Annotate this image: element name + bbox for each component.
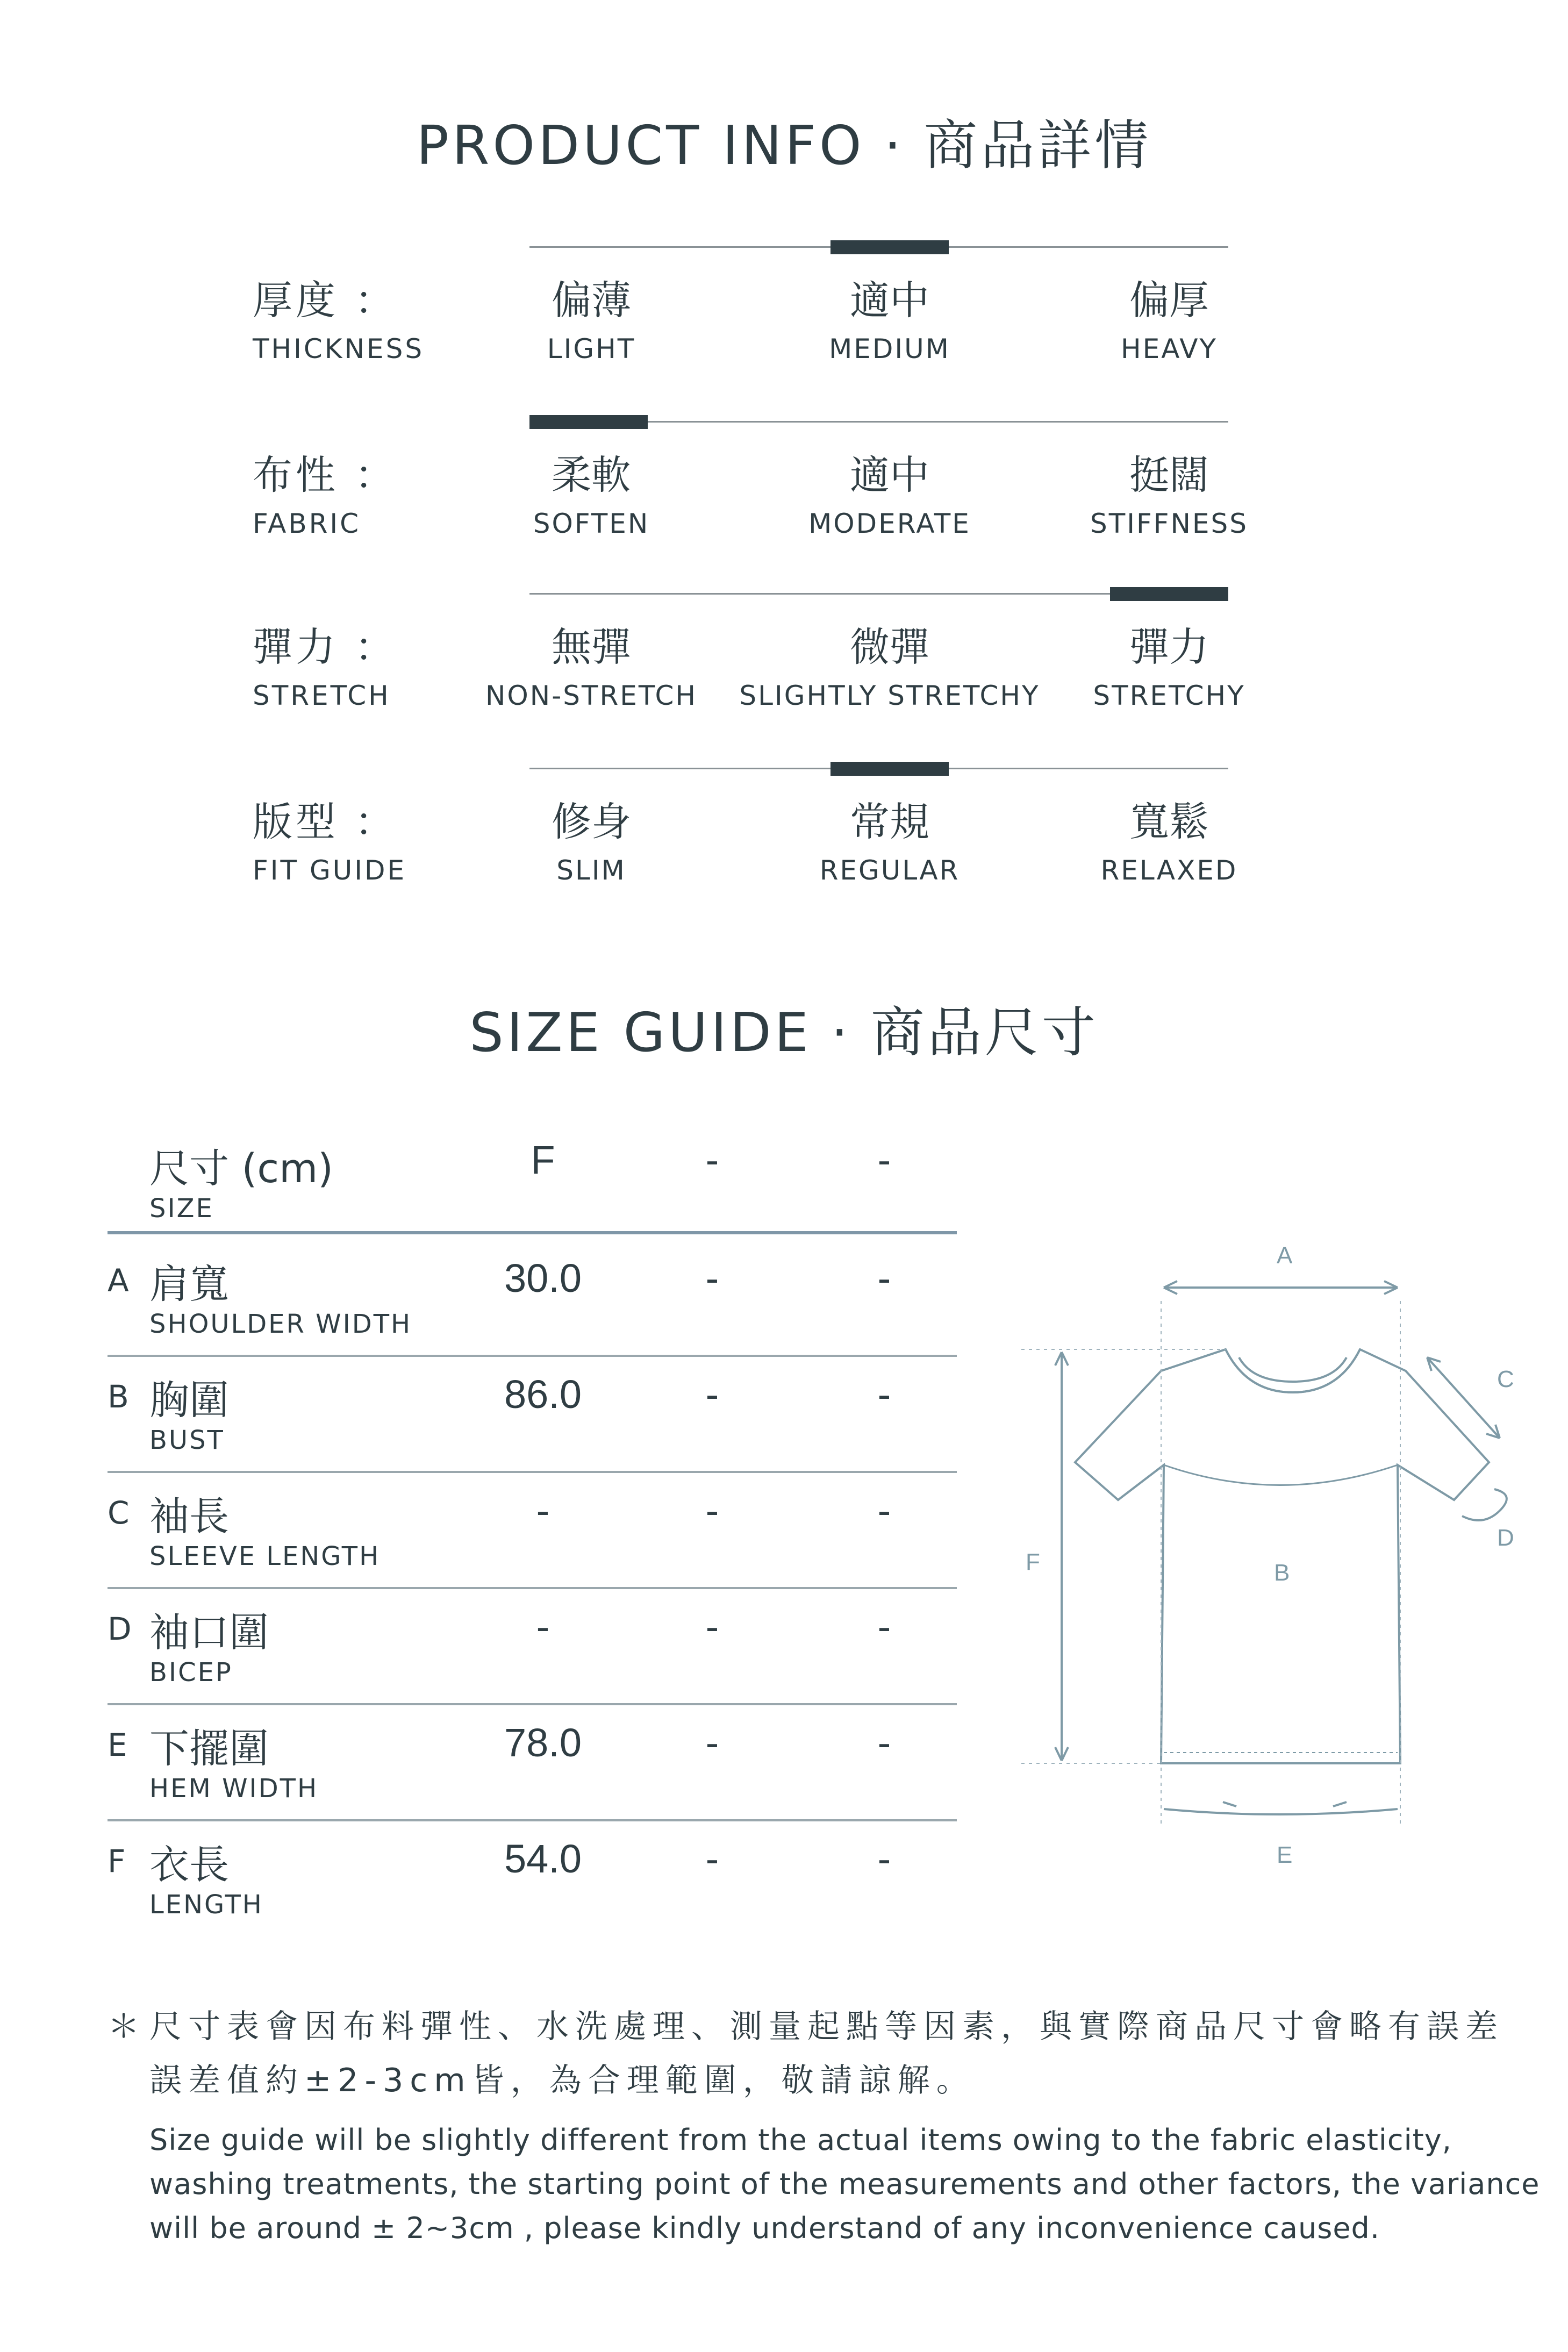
size-column-header: F xyxy=(531,1138,555,1182)
attribute-scale-marker xyxy=(830,240,949,254)
size-row-letter: C xyxy=(108,1495,130,1531)
size-row-label: 袖口圍 xyxy=(149,1610,269,1656)
size-value: - xyxy=(877,1256,891,1300)
attribute-option: 寬鬆 xyxy=(1129,799,1209,845)
size-row-letter: B xyxy=(108,1378,129,1415)
size-row-label-en: SLEEVE LENGTH xyxy=(149,1541,381,1571)
size-row-label: 衣長 xyxy=(149,1842,229,1888)
table-row-divider xyxy=(108,1355,957,1357)
attribute-option-en: RELAXED xyxy=(1100,855,1238,886)
attribute-option-en: REGULAR xyxy=(819,855,960,886)
product-info-title xyxy=(0,102,1568,180)
attribute-option: 柔軟 xyxy=(552,452,631,498)
size-guide-title-en: SIZE GUIDE xyxy=(469,1001,812,1064)
attribute-scale-marker xyxy=(1110,587,1228,601)
size-value: - xyxy=(705,1720,719,1765)
attribute-label-en: FABRIC xyxy=(253,508,361,539)
size-header-label-en: SIZE xyxy=(149,1193,214,1224)
attribute-label: 布性 ： xyxy=(253,452,398,498)
size-row-label-en: LENGTH xyxy=(149,1890,263,1920)
size-row-letter: A xyxy=(108,1262,129,1299)
table-row-divider xyxy=(108,1471,957,1473)
size-value: 78.0 xyxy=(504,1720,582,1765)
attribute-scale-marker xyxy=(529,415,648,429)
size-row-label-en: BUST xyxy=(149,1425,225,1455)
table-header-divider xyxy=(108,1231,957,1234)
attribute-scale-marker xyxy=(830,762,949,776)
size-header-label: 尺寸 (cm) xyxy=(149,1146,334,1192)
attribute-label: 彈力 ： xyxy=(253,624,398,670)
size-guide-title xyxy=(0,989,1568,1067)
size-value: - xyxy=(877,1720,891,1765)
attribute-option-en: MODERATE xyxy=(808,508,971,539)
size-row-label-en: BICEP xyxy=(149,1657,233,1688)
table-row-divider xyxy=(108,1819,957,1821)
title-separator: · xyxy=(884,114,905,177)
size-row-letter: F xyxy=(108,1843,126,1879)
size-row-letter: E xyxy=(108,1727,127,1763)
title-separator: · xyxy=(831,1001,851,1064)
tshirt-outline xyxy=(1075,1349,1489,1763)
size-row-label: 袖長 xyxy=(149,1493,229,1540)
note-en-line1: Size guide will be slightly different from the actual items owing to the fabric elasticity, xyxy=(149,2123,1452,2157)
product-info-title-zh: 商品詳情 xyxy=(923,114,1152,177)
attribute-option: 修身 xyxy=(552,799,631,845)
note-zh-line1: 尺寸表會因布料彈性、水洗處理、測量起點等因素，與實際商品尺寸會略有誤差 xyxy=(149,2008,1504,2046)
size-value: - xyxy=(705,1372,719,1417)
size-row-label: 下擺圍 xyxy=(149,1726,269,1772)
attribute-option: 挺闊 xyxy=(1129,452,1209,498)
attribute-option: 微彈 xyxy=(850,624,929,670)
diagram-label-e: E xyxy=(1277,1842,1293,1868)
note-en-line2: washing treatments, the starting point of the measurements and other factors, the variance xyxy=(149,2167,1540,2201)
attribute-option: 常規 xyxy=(850,799,929,845)
size-row-label: 胸圍 xyxy=(149,1377,229,1424)
attribute-option: 偏薄 xyxy=(552,277,631,324)
attribute-option-en: LIGHT xyxy=(547,333,636,364)
attribute-option-en: STRETCHY xyxy=(1093,680,1245,711)
size-value: - xyxy=(877,1488,891,1533)
size-value: - xyxy=(877,1836,891,1881)
size-value: - xyxy=(705,1604,719,1649)
product-info-title-en: PRODUCT INFO xyxy=(416,114,865,177)
attribute-option-en: HEAVY xyxy=(1121,333,1218,364)
attribute-option-en: STIFFNESS xyxy=(1090,508,1249,539)
attribute-label: 厚度 ： xyxy=(253,277,398,324)
attribute-option: 彈力 xyxy=(1129,624,1209,670)
attribute-option-en: SLIM xyxy=(556,855,626,886)
size-value: - xyxy=(536,1488,550,1533)
diagram-label-a: A xyxy=(1277,1242,1293,1269)
diagram-label-d: D xyxy=(1497,1525,1514,1551)
size-value: 30.0 xyxy=(504,1256,582,1300)
attribute-label-en: FIT GUIDE xyxy=(253,855,407,886)
note-zh-line2: 誤差值約±2-3cm皆，為合理範圍，敬請諒解。 xyxy=(149,2062,975,2099)
size-value: 86.0 xyxy=(504,1372,582,1417)
attribute-label-en: THICKNESS xyxy=(253,333,425,364)
attribute-option: 適中 xyxy=(850,452,929,498)
size-value: - xyxy=(877,1372,891,1417)
attribute-option-en: MEDIUM xyxy=(829,333,950,364)
size-row-letter: D xyxy=(108,1611,132,1647)
attribute-option-en: SOFTEN xyxy=(533,508,650,539)
size-value: - xyxy=(536,1604,550,1649)
size-value: - xyxy=(705,1256,719,1300)
attribute-option-en: SLIGHTLY STRETCHY xyxy=(739,680,1040,711)
note-zh-star: ＊ xyxy=(108,2008,146,2046)
size-guide-title-zh: 商品尺寸 xyxy=(870,1001,1099,1064)
size-row-label-en: SHOULDER WIDTH xyxy=(149,1309,412,1339)
size-value: - xyxy=(705,1836,719,1881)
table-row-divider xyxy=(108,1703,957,1705)
attribute-label: 版型 ： xyxy=(253,799,398,845)
size-value: - xyxy=(877,1604,891,1649)
note-en-line3: will be around ± 2~3cm , please kindly understand of any inconvenience caused. xyxy=(149,2211,1380,2245)
tshirt-measurement-diagram xyxy=(1011,1236,1537,1892)
size-row-label: 肩寬 xyxy=(149,1261,229,1307)
size-row-label-en: HEM WIDTH xyxy=(149,1774,319,1804)
attribute-option: 無彈 xyxy=(552,624,631,670)
size-value: 54.0 xyxy=(504,1836,582,1881)
table-row-divider xyxy=(108,1587,957,1589)
diagram-label-f: F xyxy=(1026,1549,1040,1575)
diagram-label-b: B xyxy=(1274,1560,1290,1586)
diagram-label-c: C xyxy=(1497,1366,1514,1392)
attribute-option: 適中 xyxy=(850,277,929,324)
size-value: - xyxy=(705,1488,719,1533)
attribute-option-en: NON-STRETCH xyxy=(485,680,697,711)
tshirt-collar xyxy=(1226,1349,1360,1392)
attribute-option: 偏厚 xyxy=(1129,277,1209,324)
size-column-header: - xyxy=(877,1138,891,1182)
attribute-label-en: STRETCH xyxy=(253,680,391,711)
size-column-header: - xyxy=(705,1138,719,1182)
